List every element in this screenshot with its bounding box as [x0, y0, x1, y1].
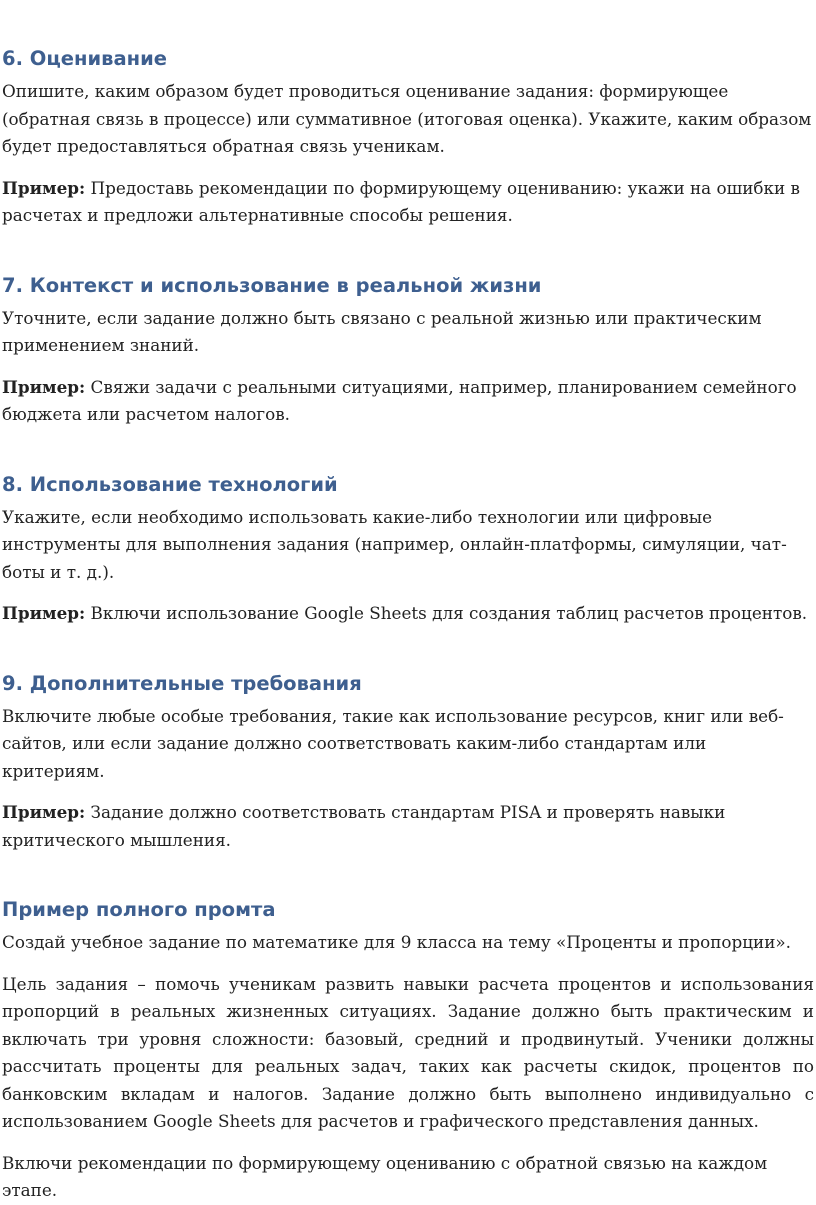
section-example [2, 175, 814, 230]
section-full-prompt-example [2, 897, 814, 1205]
prompt-paragraph-3: Включи рекомендации по формирующему оцениванию с обратной связью на каждом этапе. [2, 1152, 768, 1200]
example-label: Пример: [2, 177, 86, 198]
example-text: Предоставь рекомендации по формирующему оцениванию: укажи на ошибки в расчетах и предложи альтернативные способы решения. [2, 177, 800, 225]
example-text: Включи использование Google Sheets для создания таблиц расчетов процентов. [85, 603, 808, 623]
example-label: Пример: [2, 802, 86, 822]
section-body: Опишите, каким образом будет проводиться оценивание задания: формирующее (обратная связь в процессе) или суммативное (итоговая оценка). Укажите, каким образом будет предоставляться обратная связь ученикам. [2, 81, 812, 156]
section-example [2, 374, 814, 429]
example-text: Свяжи задачи с реальными ситуациями, например, планированием семейного бюджета или расчетом налогов. [2, 376, 797, 424]
section-body: Уточните, если задание должно быть связано с реальной жизнью или практическим применением знаний. [2, 307, 762, 355]
example-text: Задание должно соответствовать стандартам PISA и проверять навыки критического мышления. [2, 802, 726, 850]
example-label: Пример: [2, 603, 86, 623]
section-heading: 6. Оценивание [2, 47, 168, 70]
section-heading: 8. Использование технологий [2, 472, 338, 496]
example-label: Пример: [2, 376, 86, 397]
section-real-life-context [2, 273, 814, 429]
section-example [2, 600, 814, 628]
section-heading: 7. Контекст и использование в реальной жизни [2, 273, 542, 297]
section-example [2, 799, 814, 854]
section-additional-requirements [2, 671, 814, 855]
prompt-paragraph-2: Цель задания – помочь ученикам развить навыки расчета процентов и использования пропорций в реальных жизненных ситуациях. Задание должно быть практическим и включать три уровня сложности: базовый, средний и продвинутый. Ученики должны рассчитать проценты для реальных задач, таких как расчеты скидок, процентов по банковским вкладам и налогов. Задание должно быть выполнено индивидуально с использованием Google Sheets для расчетов и графического представления данных. [2, 973, 814, 1131]
section-assessment [2, 46, 814, 230]
section-heading: 9. Дополнительные требования [2, 671, 362, 695]
section-technologies [2, 472, 814, 628]
section-body: Укажите, если необходимо использовать какие-либо технологии или цифровые инструменты для выполнения задания (например, онлайн-платформы, симуляции, чат-боты и т. д.). [2, 506, 787, 582]
section-heading: Пример полного промта [2, 898, 276, 921]
prompt-paragraph-1: Создай учебное задание по математике для 9 класса на тему «Проценты и пропорции». [2, 932, 791, 952]
section-body: Включите любые особые требования, такие как использование ресурсов, книг или веб-сайтов, или если задание должно соответствовать каким-либо стандартам или критериям. [2, 705, 784, 781]
